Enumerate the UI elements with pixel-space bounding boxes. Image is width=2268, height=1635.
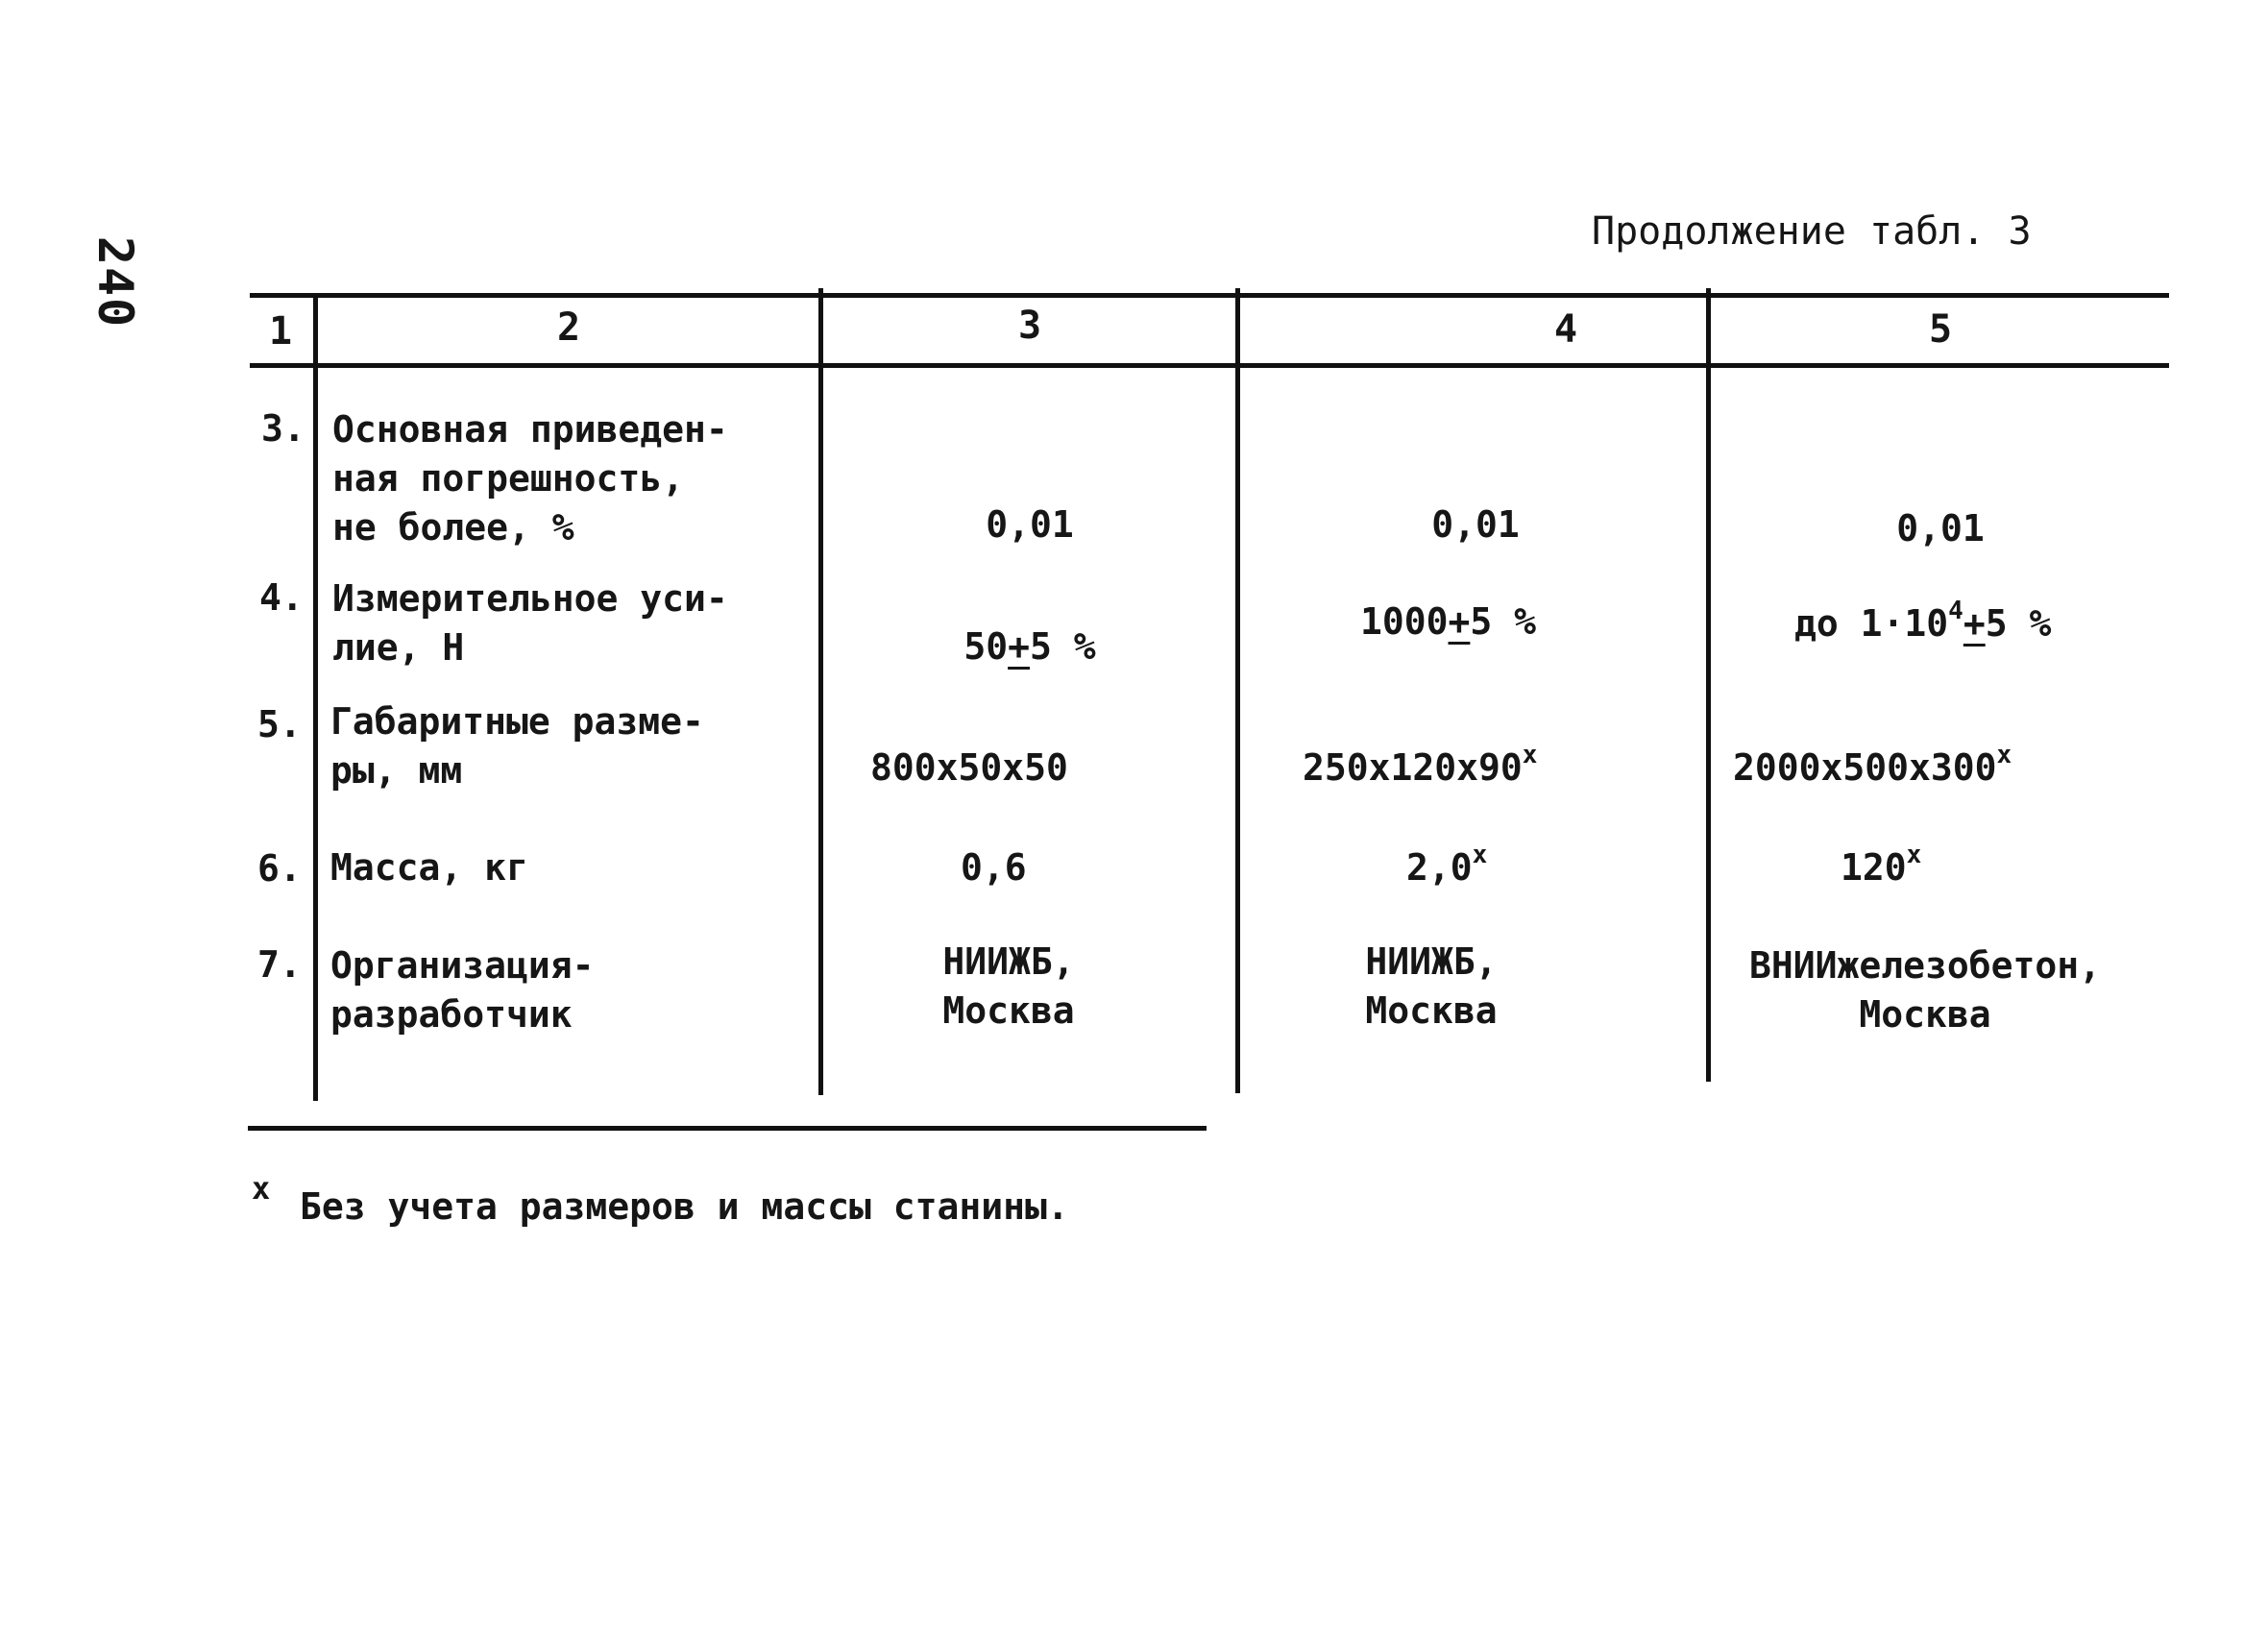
table-cell: 50+5 % [963,625,1096,668]
row-number: 6. [257,847,302,890]
row-label: Габаритные разме- ры, мм [330,700,704,792]
row-label: Масса, кг [330,846,528,889]
table-continuation-title: Продолжение табл. 3 [1592,209,2032,254]
row-label: Организация- разработчик [330,944,595,1036]
table-cell: НИИЖБ, Москва [942,940,1075,1032]
table-cell: 0,6 [961,846,1027,889]
table-cell: ВНИИжелезобетон, Москва [1748,944,2102,1036]
row-label: Основная приведен- ная погрешность, не более, % [332,408,728,549]
column-divider-1 [313,294,318,1101]
header-bottom-rule [250,363,2169,368]
column-header-3: 3 [1017,304,1042,348]
table-cell: 0,01 [1431,503,1520,546]
column-header-2: 2 [556,305,581,350]
table-cell: НИИЖБ, Москва [1365,940,1498,1032]
column-divider-4 [1706,288,1711,1082]
table-cell: до $1\cdot 10^4+5$ % [1794,597,2052,645]
column-divider-2 [818,288,823,1095]
row-number: 7. [257,943,302,986]
row-number: 4. [259,576,304,619]
column-divider-3 [1235,288,1240,1093]
row-number: 3. [261,407,305,450]
footnote-text: Без учета размеров и массы станины. [300,1185,1069,1228]
table-cell: 800x50x50 [870,746,1068,789]
column-header-5: 5 [1928,307,1953,352]
table-cell: 120$^x$ [1841,841,1922,889]
table-top-rule [250,293,2169,298]
row-number: 5. [257,703,302,745]
page-number: 240 [87,235,144,329]
row-label: Измерительное уси- лие, Н [332,577,728,669]
column-header-1: 1 [268,309,293,354]
table-cell: 0,01 [986,503,1074,546]
table-bottom-rule [248,1126,1207,1131]
table-cell: 2,0$^x$ [1406,841,1488,889]
table-cell: 0,01 [1896,507,1985,549]
column-header-4: 4 [1553,307,1578,352]
table-cell: 250x120x90$^x$ [1303,741,1538,789]
footnote-mark: x [252,1170,271,1207]
table-cell: 1000+5 % [1360,600,1537,643]
table-cell: 2000x500x300$^x$ [1733,741,2012,789]
